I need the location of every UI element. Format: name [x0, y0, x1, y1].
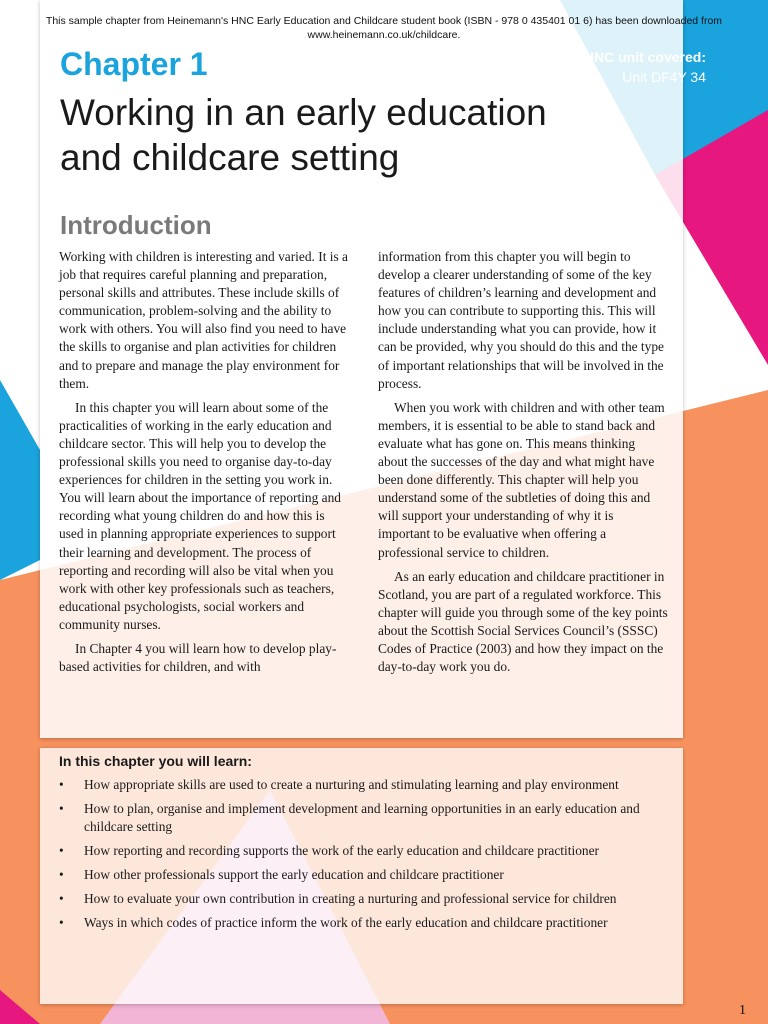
bullet-icon: •: [59, 891, 64, 906]
download-notice-line2: www.heinemann.co.uk/childcare.: [307, 29, 461, 41]
bullet-icon: •: [59, 801, 64, 816]
intro-paragraph: When you work with children and with other team members, it is essential to be able to stand back and evaluate what has gone on. This means thinking about the successes of the day and what might have been done differently. This chapter will help you understand some of the subtleties of doing this and will support your understanding of why it is important to be evaluative when offering a professional service to children.: [378, 399, 665, 560]
list-item-text: How to plan, organise and implement development and learning opportunities in an early education and childcare setting: [84, 801, 640, 834]
bullet-icon: •: [59, 867, 64, 882]
intro-paragraph: Working with children is interesting and varied. It is a job that requires careful planning and preparation, personal skills and attributes. These include skills of communication, problem-solving and the ability to work with others. You will also find you need to have the skills to organise and plan activities for children and to prepare and manage the play environment for them.: [59, 249, 348, 391]
download-notice-line1: This sample chapter from Heinemann's HNC Early Education and Childcare student book (ISBN - 978 0 435401 01 6) has been downloaded from: [45, 15, 723, 27]
bullet-icon: •: [59, 843, 64, 858]
list-item: [59, 914, 669, 932]
list-item: [59, 800, 669, 836]
intro-paragraph: As an early education and childcare practitioner in Scotland, you are part of a regulated workforce. This chapter will guide you through some of the key points about the Scottish Social Services Council’s (SSSC) Codes of Practice (2003) and how they impact on the day-to-day work you do.: [378, 568, 668, 675]
list-item: [59, 890, 669, 908]
chapter-label: Chapter 1: [60, 46, 208, 82]
intro-column-left: [59, 248, 349, 682]
unit-covered-box: [584, 47, 706, 87]
chapter-title: [60, 90, 620, 180]
bullet-icon: •: [59, 915, 64, 930]
unit-covered-value: Unit DF4Y 34: [622, 69, 706, 85]
chapter-title-line1: Working in an early education: [60, 92, 547, 133]
intro-column-right: [378, 248, 668, 682]
list-item-text: How other professionals support the early education and childcare practitioner: [84, 867, 504, 882]
learning-outcomes-list: [59, 776, 669, 938]
chapter-title-line2: and childcare setting: [60, 137, 400, 178]
list-item-text: How to evaluate your own contribution in creating a nurturing and professional service for children: [84, 891, 617, 906]
intro-paragraph: In this chapter you will learn about some of the practicalities of working in the early education and childcare sector. This will help you to develop the professional skills you need to organise day-to-day experiences for children in the setting you work in. You will learn about the importance of reporting and recording what young children do and how this is used in planning appropriate experiences to support their learning and development. The process of reporting and recording will also be vital when you work with other key professionals such as teachers, educational psychologists, social workers and community nurses.: [59, 399, 342, 632]
list-item-text: Ways in which codes of practice inform the work of the early education and childcare practitioner: [84, 915, 608, 930]
blue-shape-left: [0, 380, 40, 580]
page-number: 1: [739, 1003, 746, 1018]
list-item: [59, 842, 669, 860]
list-item-text: How reporting and recording supports the work of the early education and childcare practitioner: [84, 843, 599, 858]
learning-outcomes-heading: In this chapter you will learn:: [59, 753, 252, 769]
download-notice: [0, 14, 768, 42]
list-item: [59, 776, 669, 794]
introduction-heading: Introduction: [60, 210, 212, 240]
intro-paragraph: In Chapter 4 you will learn how to develop play-based activities for children, and with: [59, 640, 337, 675]
bullet-icon: •: [59, 777, 64, 792]
list-item: [59, 866, 669, 884]
intro-paragraph: information from this chapter you will begin to develop a clearer understanding of some of the key features of children’s learning and development and how you can contribute to supporting this. This will include understanding what you can provide, how it can be provided, why you should do this and the type of important relationships that will be involved in the process.: [378, 249, 664, 391]
unit-covered-label: HNC unit covered:: [583, 49, 706, 65]
list-item-text: How appropriate skills are used to create a nurturing and stimulating learning and play environment: [84, 777, 619, 792]
